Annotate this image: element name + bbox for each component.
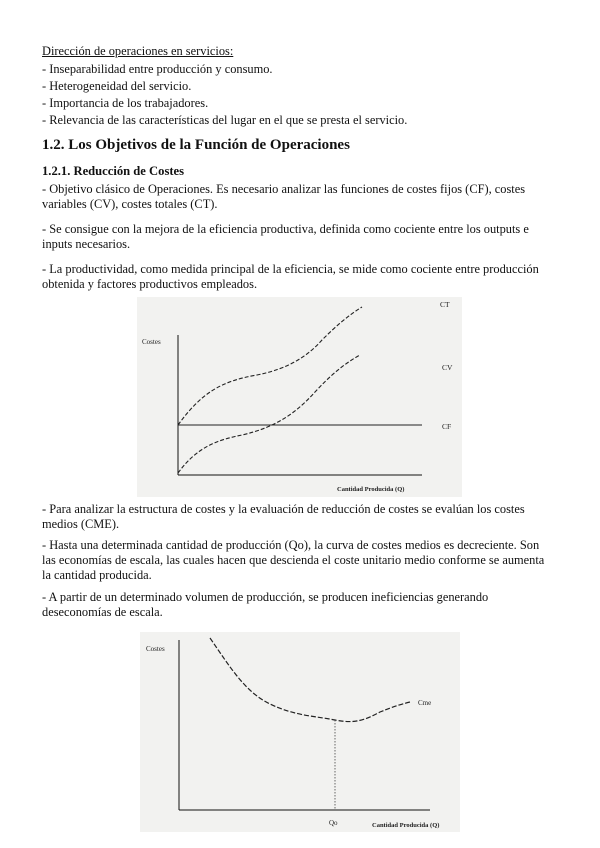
intro-heading: Dirección de operaciones en servicios: bbox=[42, 44, 234, 58]
y-axis-label: Costes bbox=[142, 338, 161, 346]
qo-marker-label: Qo bbox=[329, 819, 338, 827]
average-cost-chart bbox=[140, 632, 460, 832]
section-title: 1.2. Los Objetivos de la Función de Operaciones bbox=[42, 137, 350, 153]
average-cost-figure bbox=[140, 632, 460, 832]
series-ct-line bbox=[178, 307, 362, 425]
intro-item: - Relevancia de las características del lugar en el que se presta el servicio. bbox=[42, 113, 408, 127]
y-axis-label: Costes bbox=[146, 645, 165, 653]
series-cme-line bbox=[210, 638, 410, 722]
cost-curves-figure bbox=[137, 297, 462, 497]
cost-curves-chart bbox=[137, 297, 462, 497]
paragraph: - Hasta una determinada cantidad de producción (Qo), la curva de costes medios es decreciente. Son las economías de escala, las cuales hacen que descienda el coste unitario medio conforme se aumenta la cantidad producida. bbox=[42, 538, 545, 582]
paragraph: - A partir de un determinado volumen de producción, se producen ineficiencias generando deseconomías de escala. bbox=[42, 590, 489, 619]
paragraph: - Se consigue con la mejora de la eficiencia productiva, definida como cociente entre los outputs e inputs necesarios. bbox=[42, 222, 529, 251]
intro-item: - Heterogeneidad del servicio. bbox=[42, 79, 192, 93]
x-axis-label: Cantidad Producida (Q) bbox=[337, 486, 405, 493]
paragraph: - Objetivo clásico de Operaciones. Es necesario analizar las funciones de costes fijos (CF), costes variables (CV), costes totales (CT). bbox=[42, 182, 526, 211]
series-cf-label: CF bbox=[442, 422, 452, 431]
series-cme-label: Cme bbox=[418, 699, 432, 707]
series-ct-label: CT bbox=[440, 300, 450, 309]
paragraph: - Para analizar la estructura de costes y la evaluación de reducción de costes se evalúan los costes medios (CME). bbox=[42, 502, 525, 531]
x-axis-label: Cantidad Producida (Q) bbox=[372, 822, 440, 829]
series-cv-label: CV bbox=[442, 363, 453, 372]
intro-item: - Importancia de los trabajadores. bbox=[42, 96, 209, 110]
intro-item: - Inseparabilidad entre producción y consumo. bbox=[42, 62, 273, 76]
subsection-title: 1.2.1. Reducción de Costes bbox=[42, 164, 185, 178]
paragraph: - La productividad, como medida principal de la eficiencia, se mide como cociente entre producción obtenida y factores productivos empleados. bbox=[42, 262, 539, 291]
